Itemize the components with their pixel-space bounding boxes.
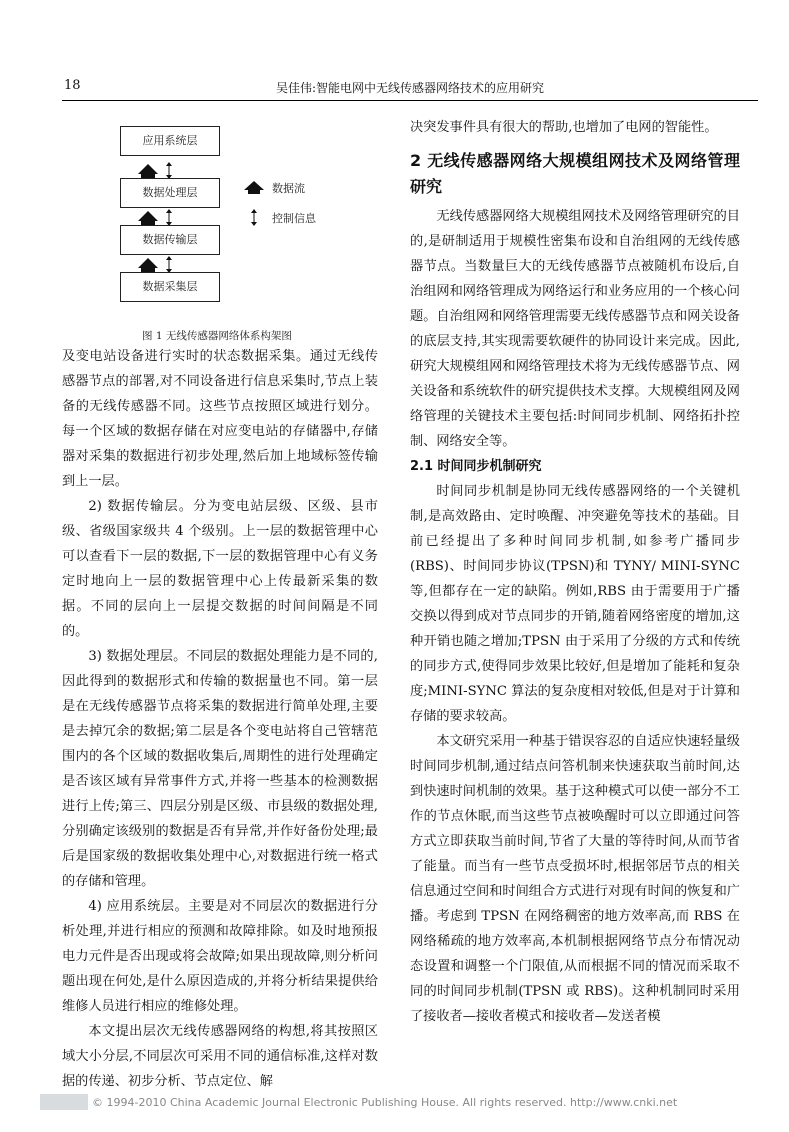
figure-1: [62, 118, 378, 344]
paragraph: 无线传感器网络大规模组网技术及网络管理研究的目的,是研制适用于规模性密集布设和自治组网的无线传感器节点。当数量巨大的无线传感器节点被随机布设后,自治组网和网络管理成为网络运行和业务应用的一个核心问题。自治组网和网络管理需要无线传感器节点和网关设备的底层支持,其实现需要软硬件的协同设计来完成。因此,研究大规模组网和网络管理技术将为无线传感器节点、网关设备和系统软件的研究提供技术支撑。大规模组网及网络管理的关键技术主要包括:时间同步机制、网络拓扑控制、网络安全等。: [410, 209, 740, 449]
control-arrow: [166, 162, 172, 179]
data-flow-arrow: [138, 164, 158, 178]
subsection-heading: 2.1 时间同步机制研究: [410, 459, 542, 474]
paragraph: 本文研究采用一种基于错误容忍的自适应快速轻量级时间同步机制,通过结点问答机制来快速获取当前时间,达到快速时间机制的效果。基于这种模式可以使一部分不工作的节点休眠,而当这些节点被唤醒时可以立即通过问答方式立即获取当前时间,节省了大量的等待时间,从而节省了能量。而当有一些节点受损坏时,根据邻居节点的相关信息通过空间和时间组合方式进行对现有时间的恢复和广播。考虑到 TPSN 在网络稠密的地方效率高,而 RBS 在网络稀疏的地方效率高,本机制根据网络节点分布情况动态设置和调整一个门限值,从而根据不同的情况而采取不同的时间同步机制(TPSN 或 RBS)。这种机制同时采用了接收者—接收者模式和接收者—发送者模: [410, 734, 740, 1024]
page-header: [62, 76, 758, 101]
paragraph: 2) 数据传输层。分为变电站层级、区级、县市级、省级国家级共 4 个级别。上一层的数据管理中心可以查看下一层的数据,下一层的数据管理中心有义务定时地向上一层的数据管理中心上传最新采集的数据。不同的层向上一层提交数据的时间间隔是不同的。: [62, 499, 378, 639]
control-arrow: [166, 256, 172, 273]
legend-control-icon: [251, 209, 257, 226]
figure-arrows: [62, 118, 378, 328]
running-title: 吴佳伟:智能电网中无线传感器网络技术的应用研究: [275, 81, 545, 95]
data-flow-arrow: [138, 211, 158, 225]
layer-acquisition: 数据采集层: [120, 272, 220, 302]
section-heading: 2 无线传感器网络大规模组网技术及网络管理研究: [410, 151, 740, 196]
paragraph: 本文提出层次无线传感器网络的构想,将其按照区域大小分层,不同层次可采用不同的通信标准,这样对数据的传递、初步分析、节点定位、解: [62, 1024, 378, 1089]
layer-transmission: 数据传输层: [120, 225, 220, 255]
control-arrow: [166, 209, 172, 226]
layer-processing: 数据处理层: [120, 178, 220, 208]
publisher-logo: [40, 1094, 88, 1110]
figure-caption: 图 1 无线传感器网络体系构架图: [142, 330, 292, 342]
layer-application: 应用系统层: [120, 126, 220, 156]
legend-control-info-label: 控制信息: [272, 212, 316, 225]
page-footer: [30, 1094, 750, 1118]
paragraph: 决突发事件具有很大的帮助,也增加了电网的智能性。: [410, 120, 718, 135]
paragraph: 及变电站设备进行实时的状态数据采集。通过无线传感器节点的部署,对不同设备进行信息采集时,节点上装备的无线传感器不同。这些节点按照区域进行划分。每一个区域的数据存储在对应变电站的存储器中,存储器对采集的数据进行初步处理,然后加上地域标签传输到上一层。: [62, 349, 378, 489]
paragraph: 3) 数据处理层。不同层的数据处理能力是不同的,因此得到的数据形式和传输的数据量也不同。第一层是在无线传感器节点将采集的数据进行简单处理,主要是去掉冗余的数据;第二层是各个变电站将自己管辖范围内的各个区域的数据收集后,周期性的进行处理确定是否该区域有异常事件方式,并将一些基本的检测数据进行上传;第三、四层分别是区级、市县级的数据处理,分别确定该级别的数据是否有异常,并作好备份处理;最后是国家级的数据收集处理中心,对数据进行统一格式的存储和管理。: [62, 649, 378, 889]
legend-data-flow-icon: [244, 181, 264, 194]
paragraph: 4) 应用系统层。主要是对不同层次的数据进行分析处理,并进行相应的预测和故障排除。如及时地预报电力元件是否出现或将会故障;如果出现故障,则分析问题出现在何处,是什么原因造成的,并将分析结果提供给维修人员进行相应的维修处理。: [62, 899, 378, 1014]
copyright-text: © 1994-2010 China Academic Journal Electronic Publishing House. All rights reserved. http://www.cnki.net: [92, 1096, 678, 1109]
paragraph: 时间同步机制是协同无线传感器网络的一个关键机制,是高效路由、定时唤醒、冲突避免等技术的基础。目前已经提出了多种时间同步机制,如参考广播同步(RBS)、时间同步协议(TPSN)和 TYNY/ MINI-SYNC 等,但都存在一定的缺陷。例如,RBS 由于需要用于广播交换以得到成对节点同步的开销,随着网络密度的增加,这种开销也随之增加;TPSN 由于采用了分级的方式和传统的同步方式,使得同步效果比较好,但是增加了能耗和复杂度;MINI-SYNC 算法的复杂度相对较低,但是对于计算和存储的要求较高。: [410, 484, 740, 724]
right-column: [410, 115, 740, 1029]
legend-data-flow-label: 数据流: [272, 182, 305, 195]
left-column: [62, 344, 378, 1094]
data-flow-arrow: [138, 258, 158, 272]
page-number: 18: [64, 78, 81, 93]
